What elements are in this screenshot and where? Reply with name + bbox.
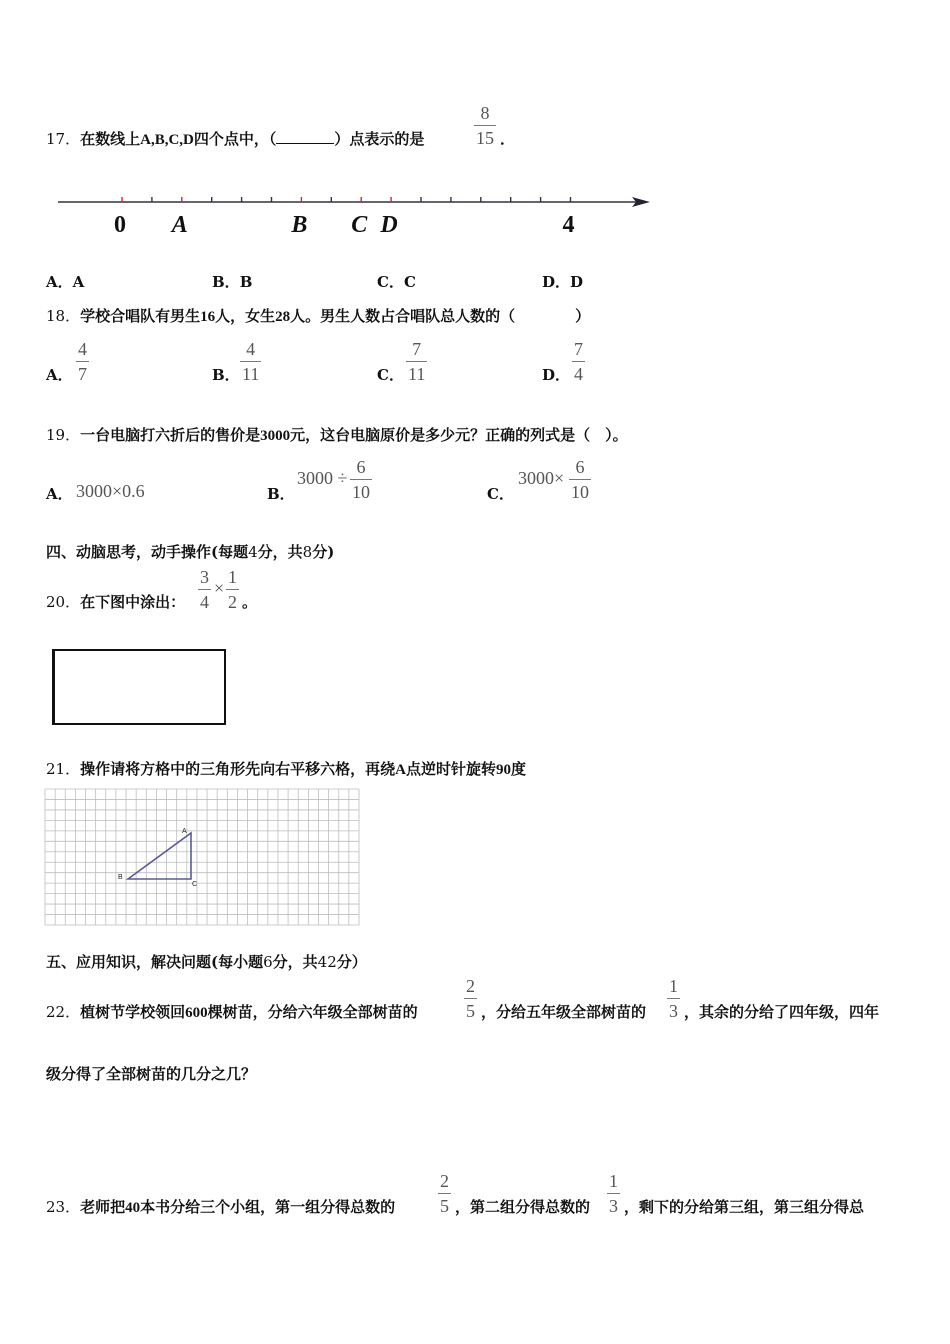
q17-line <box>46 128 424 149</box>
number-line-labels <box>114 212 575 238</box>
q19-option-b-fraction <box>350 458 372 501</box>
frac-num: 1 <box>669 976 678 996</box>
frac-num: 6 <box>356 457 366 477</box>
q20-fraction-1 <box>198 568 211 611</box>
q21-grid[interactable] <box>44 788 360 926</box>
section5-mid: 分，共 <box>272 953 318 971</box>
q17-option-a[interactable] <box>46 271 84 292</box>
q23-line-1a <box>46 1196 395 1217</box>
q22-count: 600 <box>185 1005 208 1021</box>
q18-option-c[interactable]: C． <box>377 366 404 384</box>
section5-n2: 42 <box>317 953 337 971</box>
frac-den: 5 <box>438 1193 451 1215</box>
frac-num: 1 <box>228 567 237 587</box>
q21-text-a: 操作请将方格中的三角形先向右平移六格，再绕 <box>80 760 396 778</box>
q23-text-c: ，第二组分得总数的 <box>455 1198 591 1216</box>
q22-line-1a <box>46 1001 418 1022</box>
q20-times: × <box>214 578 225 598</box>
q22-text-b: 棵树苗，分给六年级全部树苗的 <box>207 1003 418 1021</box>
q21-line <box>46 758 526 779</box>
q18-option-b[interactable]: B． <box>212 366 240 384</box>
section4-title: 四、动脑思考，动手操作(每题 <box>46 543 249 561</box>
option-label: D． <box>542 273 571 291</box>
q17-period: ． <box>500 130 516 148</box>
q19-option-c-fraction <box>569 458 591 501</box>
q19-text-b: 元，这台电脑原价是多少元？正确的列式是（ ）。 <box>290 426 628 444</box>
frac-den: 11 <box>406 361 427 383</box>
q21-point: A <box>395 762 406 778</box>
q22-text-d: ，其余的分给了四年级，四年 <box>684 1003 880 1021</box>
frac-num: 2 <box>466 976 475 996</box>
section5-end: 分） <box>336 953 367 971</box>
q22-number: 22． <box>46 1003 81 1021</box>
option-value: A <box>72 273 85 291</box>
q22-fraction-1 <box>464 977 477 1020</box>
q23-fraction-2 <box>607 1172 620 1215</box>
q17-frac-num: 8 <box>480 103 490 123</box>
q18-text-c: 人。男生人数占合唱队总人数的（ <box>290 307 516 325</box>
frac-num: 1 <box>609 1171 618 1191</box>
q19-line <box>46 424 628 445</box>
q23-text-b: 本书分给三个小组，第一组分得总数的 <box>140 1198 396 1216</box>
q20-end: 。 <box>242 593 258 611</box>
section4-heading <box>46 541 334 562</box>
frac-den: 7 <box>76 361 89 383</box>
option-value: D <box>570 273 584 291</box>
number-line-label-d: D <box>380 212 398 238</box>
frac-num: 6 <box>575 457 585 477</box>
q22-fraction-2 <box>667 977 680 1020</box>
option-value: B <box>239 273 253 291</box>
section5-heading <box>46 951 367 972</box>
frac-den: 10 <box>569 479 591 501</box>
q18-option-d[interactable]: D． <box>542 366 571 384</box>
frac-den: 4 <box>198 589 211 611</box>
q23-text-d: ，剩下的分给第三组，第三组分得总 <box>624 1198 865 1216</box>
q18-option-c-fraction <box>406 340 427 383</box>
q20-text: 在下图中涂出： <box>80 593 186 611</box>
q21-text-b: 点逆时针旋转 <box>405 760 496 778</box>
option-label: B． <box>212 273 240 291</box>
number-line-label-b: B <box>291 212 308 238</box>
frac-num: 4 <box>78 339 87 359</box>
q22-text-c: ，分给五年级全部树苗的 <box>481 1003 647 1021</box>
q20-shading-rectangle[interactable] <box>52 649 226 725</box>
q21-text-c: 度 <box>510 760 526 778</box>
q19-option-a[interactable]: A． <box>46 485 73 503</box>
q18-text-a: 学校合唱队有男生 <box>80 307 201 325</box>
q18-number: 18． <box>46 307 81 325</box>
q18-text-b: 人，女生 <box>215 307 276 325</box>
q23-number: 23． <box>46 1198 81 1216</box>
q18-option-a[interactable]: A． <box>46 366 73 384</box>
q18-text-d: ） <box>575 307 591 325</box>
number-line-label-a: A <box>171 212 188 238</box>
q17-answer-blank[interactable] <box>276 130 334 144</box>
triangle-label-a: A <box>182 828 187 835</box>
q17-frac-den: 15 <box>474 125 496 147</box>
grid-lines <box>45 789 359 925</box>
number-line-label-c: C <box>351 212 368 238</box>
q17-number: 17． <box>46 130 81 148</box>
q20-line <box>46 591 185 612</box>
frac-den: 4 <box>572 361 585 383</box>
q19-number: 19． <box>46 426 81 444</box>
q21-angle: 90 <box>495 762 511 778</box>
section4-end: 分) <box>312 543 335 561</box>
q18-option-a-fraction <box>76 340 89 383</box>
number-line-label-4: 4 <box>562 212 575 238</box>
q19-option-c[interactable]: C． <box>487 485 514 503</box>
q17-text-a: 在数线上 <box>80 130 141 148</box>
section4-n1: 4 <box>248 543 258 561</box>
q17-text-c: ）点表示的是 <box>334 130 425 148</box>
triangle-abc <box>128 833 191 879</box>
q18-option-b-fraction <box>240 340 261 383</box>
q18-line <box>46 305 590 326</box>
q17-fraction <box>474 104 496 147</box>
triangle-label-c: C <box>192 881 198 888</box>
q23-text-a: 老师把 <box>80 1198 126 1216</box>
q18-girls: 28 <box>275 309 291 325</box>
q23-fraction-1 <box>438 1172 451 1215</box>
q21-number: 21． <box>46 760 81 778</box>
q17-number-line <box>52 185 672 245</box>
frac-num: 2 <box>440 1171 449 1191</box>
q17-option-d[interactable] <box>542 271 583 292</box>
q20-number: 20． <box>46 593 81 611</box>
q19-text-a: 一台电脑打六折后的售价是 <box>80 426 261 444</box>
q17-points: A,B,C,D <box>140 132 194 148</box>
frac-den: 5 <box>464 998 477 1020</box>
q19-option-c-expr: 3000× <box>518 468 565 488</box>
q23-count: 40 <box>125 1200 141 1216</box>
frac-num: 7 <box>574 339 583 359</box>
option-label: C． <box>377 273 404 291</box>
q19-option-b-expr: 3000 ÷ <box>297 468 348 488</box>
section4-n2: 8 <box>302 543 313 561</box>
q18-boys: 16 <box>200 309 216 325</box>
q17-text-b: 四个点中，（ <box>193 130 277 148</box>
frac-den: 10 <box>350 479 372 501</box>
q22-text-a: 植树节学校领回 <box>80 1003 186 1021</box>
option-value: C <box>403 273 416 291</box>
section4-mid: 分，共 <box>257 543 303 561</box>
section5-n1: 6 <box>263 953 273 971</box>
q20-fraction-2 <box>226 568 239 611</box>
number-line-label-0: 0 <box>114 212 126 238</box>
frac-den: 2 <box>226 589 239 611</box>
frac-den: 3 <box>607 1193 620 1215</box>
q18-option-d-fraction <box>572 340 585 383</box>
frac-num: 4 <box>246 339 256 359</box>
option-label: A． <box>46 273 73 291</box>
triangle-label-b: B <box>118 874 123 881</box>
q17-option-b[interactable] <box>212 271 252 292</box>
q17-option-c[interactable] <box>377 271 416 292</box>
q19-price: 3000 <box>260 428 291 444</box>
frac-num: 7 <box>412 339 422 359</box>
frac-den: 11 <box>240 361 261 383</box>
q19-option-b[interactable]: B． <box>267 485 295 503</box>
frac-den: 3 <box>667 998 680 1020</box>
q19-option-a-expr: 3000×0.6 <box>76 481 145 501</box>
frac-num: 3 <box>200 567 209 587</box>
section5-title: 五、应用知识，解决问题(每小题 <box>46 953 264 971</box>
q22-line-2: 级分得了全部树苗的几分之几？ <box>46 1065 257 1083</box>
